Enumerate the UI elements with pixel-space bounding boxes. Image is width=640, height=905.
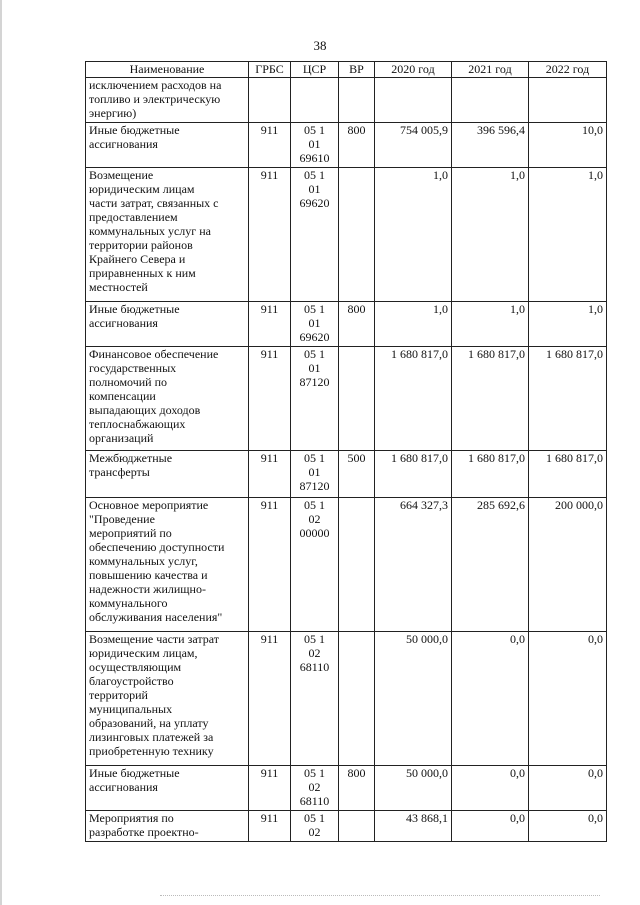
header-name: Наименование — [86, 62, 249, 78]
table-row — [86, 302, 607, 347]
cell-2021: 1,0 — [452, 302, 529, 347]
page-left-edge — [0, 0, 2, 905]
cell-2020: 1 680 817,0 — [375, 347, 452, 451]
header-vr: ВР — [339, 62, 375, 78]
cell-grbs: 911 — [249, 498, 291, 632]
cell-name: Иные бюджетные ассигнования — [86, 766, 249, 811]
cell-2021: 1 680 817,0 — [452, 451, 529, 498]
cell-2021: 0,0 — [452, 766, 529, 811]
cell-2022 — [529, 78, 607, 123]
cell-2020: 1,0 — [375, 302, 452, 347]
cell-name: исключением расходов на топливо и электрическую энергию) — [86, 78, 249, 123]
cell-vr: 800 — [339, 123, 375, 168]
cell-grbs: 911 — [249, 347, 291, 451]
cell-2020: 43 868,1 — [375, 811, 452, 842]
cell-vr — [339, 347, 375, 451]
cell-2022: 200 000,0 — [529, 498, 607, 632]
cell-name: Возмещение части затрат юридическим лицам, осуществляющим благоустройство территорий муниципальных образований, на уплату лизинговых платежей за приобретенную технику — [86, 632, 249, 766]
cell-2020 — [375, 78, 452, 123]
table-row — [86, 78, 607, 123]
cell-vr — [339, 632, 375, 766]
cell-vr: 800 — [339, 302, 375, 347]
header-2021: 2021 год — [452, 62, 529, 78]
table-row — [86, 632, 607, 766]
cell-name: Иные бюджетные ассигнования — [86, 302, 249, 347]
cell-vr — [339, 811, 375, 842]
cell-2022: 10,0 — [529, 123, 607, 168]
cell-2022: 1 680 817,0 — [529, 347, 607, 451]
table-row — [86, 451, 607, 498]
cell-vr — [339, 168, 375, 302]
cell-2021: 1 680 817,0 — [452, 347, 529, 451]
cell-2022: 1,0 — [529, 168, 607, 302]
cell-name: Финансовое обеспечение государственных полномочий по компенсации выпадающих доходов теплоснабжающих организаций — [86, 347, 249, 451]
cell-name: Основное мероприятие "Проведение мероприятий по обеспечению доступности коммунальных услуг, повышению качества и надежности жилищно- коммунального обслуживания населения" — [86, 498, 249, 632]
cell-name: Иные бюджетные ассигнования — [86, 123, 249, 168]
scan-artifact-line — [160, 895, 600, 897]
table-row — [86, 347, 607, 451]
header-2022: 2022 год — [529, 62, 607, 78]
cell-vr — [339, 498, 375, 632]
cell-2020: 50 000,0 — [375, 632, 452, 766]
cell-2020: 754 005,9 — [375, 123, 452, 168]
header-csr: ЦСР — [291, 62, 339, 78]
cell-csr — [291, 78, 339, 123]
cell-vr: 500 — [339, 451, 375, 498]
cell-csr: 05 1 01 69620 — [291, 302, 339, 347]
header-grbs: ГРБС — [249, 62, 291, 78]
cell-2021: 285 692,6 — [452, 498, 529, 632]
cell-grbs: 911 — [249, 811, 291, 842]
cell-2022: 1,0 — [529, 302, 607, 347]
cell-2021 — [452, 78, 529, 123]
cell-grbs: 911 — [249, 168, 291, 302]
table-row — [86, 123, 607, 168]
table-row — [86, 766, 607, 811]
cell-name: Возмещение юридическим лицам части затрат, связанных с предоставлением коммунальных услуг на территории районов Крайнего Севера и приравненных к ним местностей — [86, 168, 249, 302]
table-row — [86, 498, 607, 632]
table-row — [86, 168, 607, 302]
cell-2022: 0,0 — [529, 632, 607, 766]
header-2020: 2020 год — [375, 62, 452, 78]
cell-2022: 0,0 — [529, 811, 607, 842]
cell-2022: 1 680 817,0 — [529, 451, 607, 498]
cell-grbs: 911 — [249, 302, 291, 347]
cell-name: Межбюджетные трансферты — [86, 451, 249, 498]
cell-name: Мероприятия по разработке проектно- — [86, 811, 249, 842]
cell-grbs: 911 — [249, 123, 291, 168]
cell-grbs: 911 — [249, 632, 291, 766]
cell-2020: 1 680 817,0 — [375, 451, 452, 498]
cell-csr: 05 1 01 69610 — [291, 123, 339, 168]
page-number: 38 — [313, 38, 327, 53]
table-header-row — [86, 62, 607, 78]
cell-csr: 05 1 01 69620 — [291, 168, 339, 302]
cell-2020: 1,0 — [375, 168, 452, 302]
cell-2021: 1,0 — [452, 168, 529, 302]
cell-csr: 05 1 02 68110 — [291, 766, 339, 811]
cell-grbs: 911 — [249, 766, 291, 811]
cell-vr: 800 — [339, 766, 375, 811]
cell-grbs: 911 — [249, 451, 291, 498]
cell-csr: 05 1 01 87120 — [291, 451, 339, 498]
cell-2021: 0,0 — [452, 811, 529, 842]
budget-table — [85, 61, 607, 842]
cell-2021: 396 596,4 — [452, 123, 529, 168]
cell-grbs — [249, 78, 291, 123]
cell-2020: 664 327,3 — [375, 498, 452, 632]
cell-vr — [339, 78, 375, 123]
cell-csr: 05 1 02 68110 — [291, 632, 339, 766]
cell-2022: 0,0 — [529, 766, 607, 811]
table-row — [86, 811, 607, 842]
cell-csr: 05 1 02 — [291, 811, 339, 842]
cell-2020: 50 000,0 — [375, 766, 452, 811]
cell-csr: 05 1 02 00000 — [291, 498, 339, 632]
cell-csr: 05 1 01 87120 — [291, 347, 339, 451]
cell-2021: 0,0 — [452, 632, 529, 766]
